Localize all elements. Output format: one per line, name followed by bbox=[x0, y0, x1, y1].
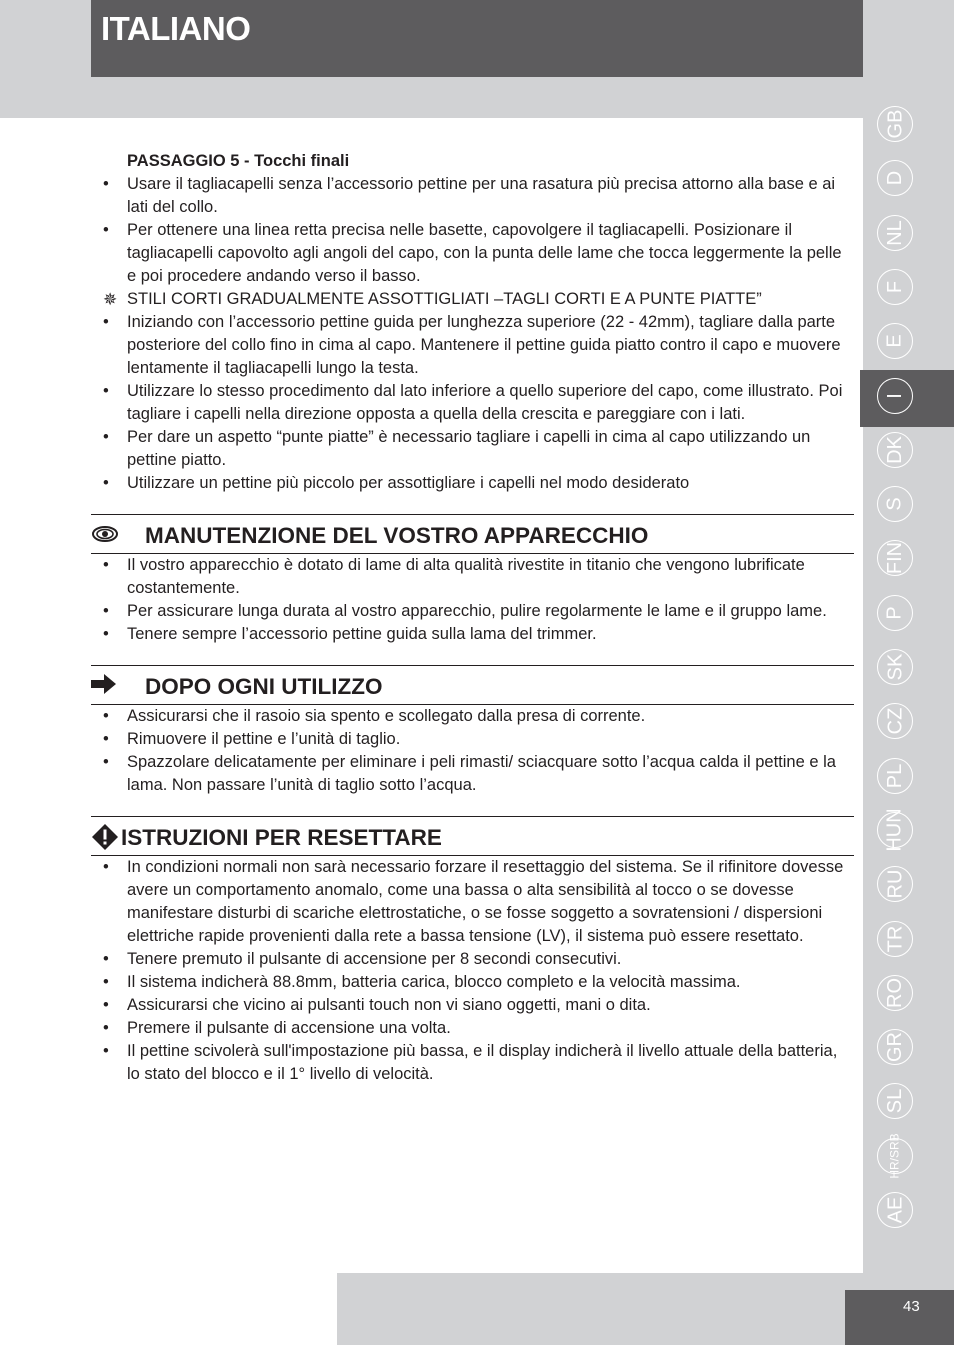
language-tab-i[interactable] bbox=[877, 378, 913, 414]
language-tab-ru[interactable] bbox=[877, 866, 913, 902]
page-number: 43 bbox=[903, 1298, 920, 1315]
language-tab-f[interactable] bbox=[877, 269, 913, 305]
language-code: TR bbox=[883, 925, 906, 952]
styles-heading: STILI CORTI GRADUALMENTE ASSOTTIGLIATI –TAGLI CORTI E A PUNTE PIATTE” bbox=[127, 290, 762, 308]
list-item: • Rimuovere il pettine e l’unità di taglio. bbox=[91, 728, 854, 751]
language-code: F bbox=[884, 280, 906, 293]
language-tab-s[interactable] bbox=[877, 486, 913, 522]
language-code: FIN bbox=[884, 542, 906, 575]
language-code: AE bbox=[884, 1196, 906, 1224]
header-bar bbox=[91, 0, 863, 77]
arrow-right-icon bbox=[91, 672, 123, 702]
step5-list bbox=[91, 173, 854, 288]
language-tab-hr-srb[interactable] bbox=[877, 1133, 913, 1179]
language-code: SK bbox=[884, 653, 906, 681]
language-tab-tr[interactable] bbox=[877, 921, 913, 957]
language-code: HUN bbox=[884, 808, 906, 852]
language-code: RO bbox=[884, 977, 906, 1008]
list-item: • Per dare un aspetto “punte piatte” è necessario tagliare i capelli in cima al capo utilizzando un pettine piatto. bbox=[91, 426, 854, 472]
language-tab-pl[interactable] bbox=[877, 758, 913, 794]
language-tab-sl[interactable] bbox=[877, 1083, 913, 1119]
language-code: SL bbox=[884, 1089, 906, 1114]
language-code: E bbox=[884, 334, 906, 348]
language-code: RU bbox=[883, 869, 906, 899]
eye-icon bbox=[91, 521, 123, 551]
language-code: CZ bbox=[883, 707, 906, 735]
list-item: • In condizioni normali non sarà necessario forzare il resettaggio del sistema. Se il rifinitore dovesse avere un comportamento anomalo, come una bassa o alta sensibilità al tocco o se dovesse manifestare disturbi di scariche elettrostatiche, o se fosse soggetto a sovratensioni / dispersioni elettriche rapide provenienti dalla rete a bassa tensione (LV), il sistema può essere resettato. bbox=[91, 856, 854, 948]
language-tab-ro[interactable] bbox=[877, 975, 913, 1011]
after-use-title: DOPO OGNI UTILIZZO bbox=[145, 674, 383, 699]
language-tab-fin[interactable] bbox=[877, 540, 913, 576]
language-tab-e[interactable] bbox=[877, 323, 913, 359]
list-item: • Tenere sempre l’accessorio pettine guida sulla lama del trimmer. bbox=[91, 623, 854, 646]
language-tab-p[interactable] bbox=[877, 595, 913, 631]
reset-heading bbox=[91, 816, 854, 856]
main-content bbox=[91, 150, 854, 1086]
language-code: S bbox=[884, 497, 906, 511]
language-tab-sk[interactable] bbox=[877, 649, 913, 685]
language-code: HR/SRB bbox=[888, 1133, 902, 1179]
language-code: NL bbox=[883, 219, 906, 246]
reset-title: ISTRUZIONI PER RESETTARE bbox=[121, 825, 442, 850]
list-item: • Utilizzare un pettine più piccolo per assottigliare i capelli nel modo desiderato bbox=[91, 472, 854, 495]
styles-heading-row bbox=[91, 288, 854, 311]
styles-list bbox=[91, 311, 854, 495]
list-item: • Spazzolare delicatamente per eliminare i peli rimasti/ sciacquare sotto l’acqua calda il pettine e la lama. Non passare l’unità di taglio sotto l’acqua. bbox=[91, 751, 854, 797]
list-item: • Il sistema indicherà 88.8mm, batteria carica, blocco completo e la velocità massima. bbox=[91, 971, 854, 994]
language-code: DK bbox=[883, 435, 906, 464]
list-item: • Il pettine scivolerà sull'impostazione più bassa, e il display indicherà il livello attuale della batteria, lo stato del blocco e il 1° livello di velocità. bbox=[91, 1040, 854, 1086]
maintenance-heading bbox=[91, 514, 854, 554]
maintenance-list bbox=[91, 554, 854, 646]
language-tab-gr[interactable] bbox=[877, 1029, 913, 1065]
list-item: • Iniziando con l’accessorio pettine guida per lunghezza superiore (22 - 42mm), tagliare dalla parte posteriore del collo fino in cima al capo. Mantenere il pettine guida piatto contro il capo e muovere lentamente il tagliacapelli lungo la testa. bbox=[91, 311, 854, 380]
page-number-box bbox=[845, 1290, 954, 1345]
after-use-list bbox=[91, 705, 854, 797]
language-tab-cz[interactable] bbox=[877, 703, 913, 739]
language-code: I bbox=[884, 392, 906, 399]
language-tab-nl[interactable] bbox=[877, 215, 913, 251]
maintenance-title: MANUTENZIONE DEL VOSTRO APPARECCHIO bbox=[145, 523, 649, 548]
page-title: ITALIANO bbox=[101, 10, 251, 47]
language-tab-dk[interactable] bbox=[877, 432, 913, 468]
language-tab-hun[interactable] bbox=[877, 808, 913, 852]
language-tab-gb[interactable] bbox=[877, 106, 913, 142]
list-item: • Utilizzare lo stesso procedimento dal lato inferiore a quello superiore del capo, come illustrato. Poi tagliare i capelli nella direzione opposta a quella della crescita e pareggiare con i lati. bbox=[91, 380, 854, 426]
list-item: • Il vostro apparecchio è dotato di lame di alta qualità rivestite in titanio che vengono lubrificate costantemente. bbox=[91, 554, 854, 600]
bottom-margin bbox=[0, 1273, 337, 1345]
language-code: PL bbox=[884, 763, 906, 788]
language-code: D bbox=[883, 171, 906, 186]
list-item: • Per ottenere una linea retta precisa nelle basette, capovolgere il tagliacapelli. Posizionare il tagliacapelli capovolto agli angoli del capo, con la punta delle lame che tocca leggermente la pelle e poi procedere andando verso il basso. bbox=[91, 219, 854, 288]
list-item: • Per assicurare lunga durata al vostro apparecchio, pulire regolarmente le lame e il gruppo lame. bbox=[91, 600, 854, 623]
warning-icon bbox=[91, 823, 123, 859]
reset-list bbox=[91, 856, 854, 1086]
list-item: • Premere il pulsante di accensione una volta. bbox=[91, 1017, 854, 1040]
language-code: GR bbox=[884, 1032, 906, 1063]
list-item: • Tenere premuto il pulsante di accensione per 8 secondi consecutivi. bbox=[91, 948, 854, 971]
language-code: GB bbox=[884, 109, 906, 139]
list-item: • Usare il tagliacapelli senza l’accessorio pettine per una rasatura più precisa attorno alla base e ai lati del collo. bbox=[91, 173, 854, 219]
list-item: • Assicurarsi che vicino ai pulsanti touch non vi siano oggetti, mani o dita. bbox=[91, 994, 854, 1017]
language-code: P bbox=[884, 606, 906, 620]
language-tab-d[interactable] bbox=[877, 160, 913, 196]
step5-title: PASSAGGIO 5 - Tocchi finali bbox=[127, 152, 350, 170]
star-icon: ✵ bbox=[103, 290, 118, 309]
language-tab-ae[interactable] bbox=[877, 1192, 913, 1228]
list-item: • Assicurarsi che il rasoio sia spento e scollegato dalla presa di corrente. bbox=[91, 705, 854, 728]
after-use-heading bbox=[91, 665, 854, 705]
